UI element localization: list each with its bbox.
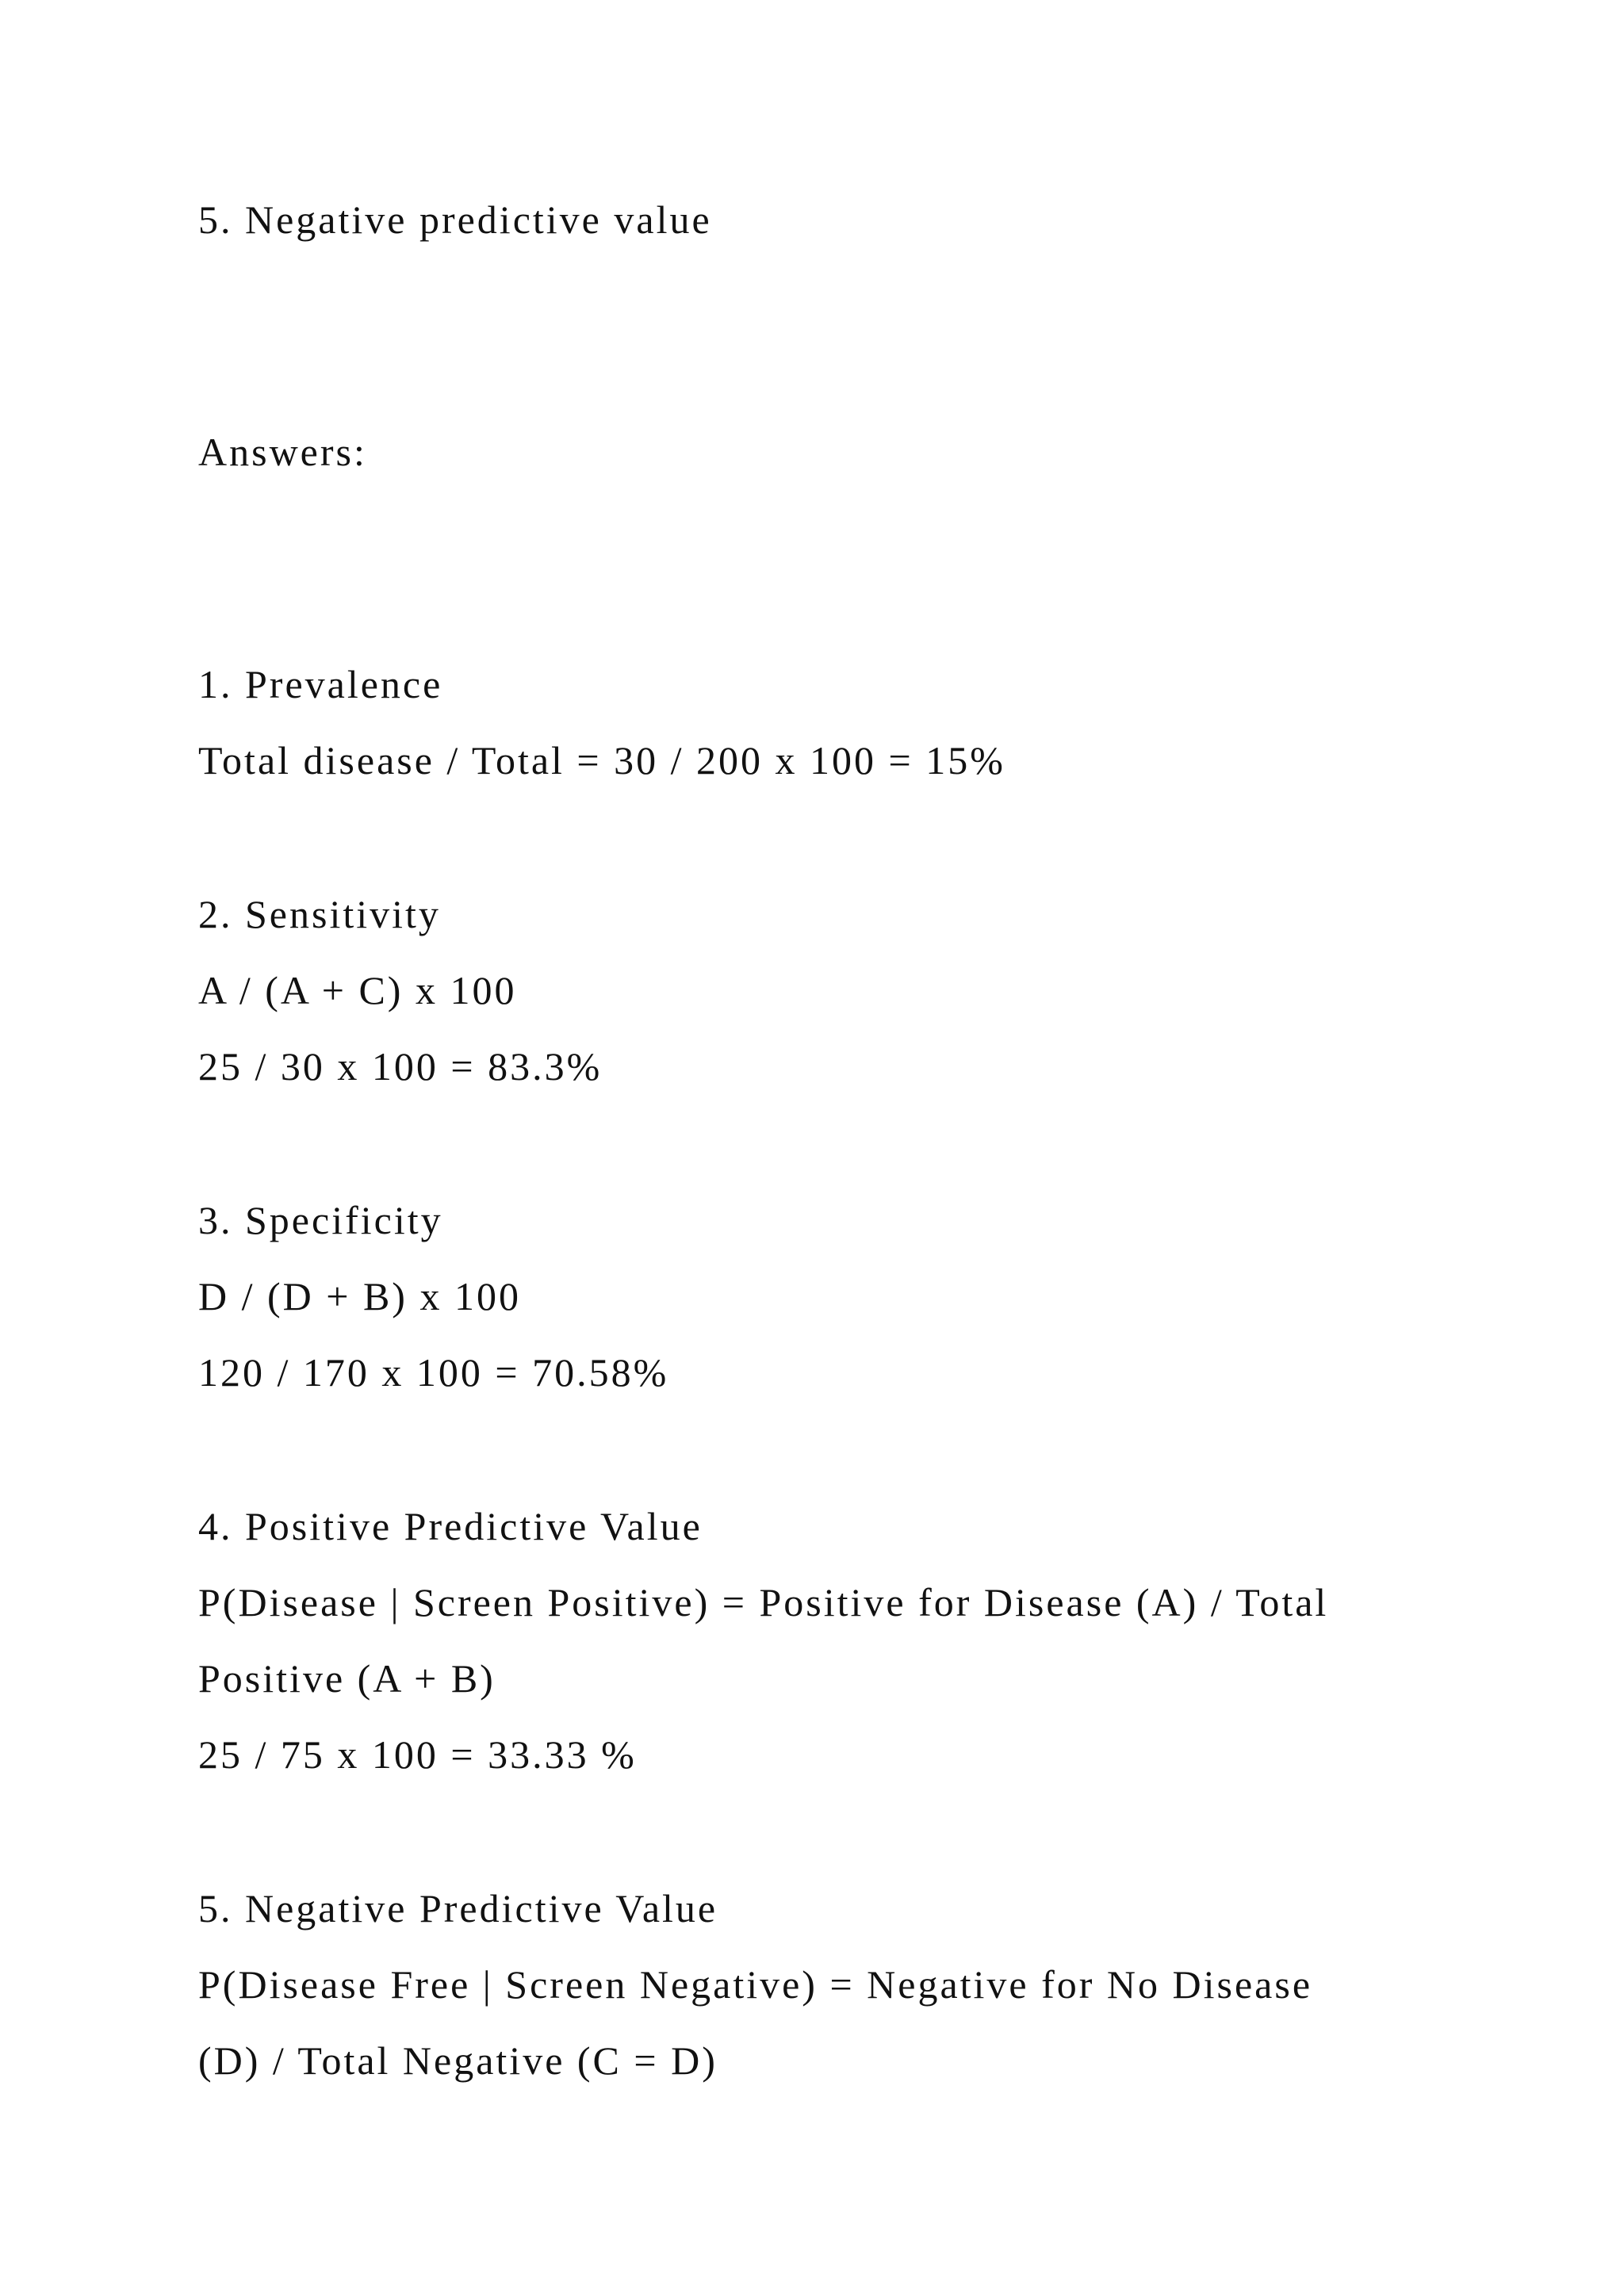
answer-line-sensitivity-formula: A / (A + C) x 100: [198, 968, 517, 1012]
answer-line-ppv-formula-cont: Positive (A + B): [198, 1656, 496, 1701]
answer-line-specificity-result: 120 / 170 x 100 = 70.58%: [198, 1350, 669, 1395]
answer-line-sensitivity-result: 25 / 30 x 100 = 83.3%: [198, 1044, 603, 1089]
intro-question: 5. Negative predictive value: [198, 197, 712, 242]
answer-heading-prevalence: 1. Prevalence: [198, 662, 443, 706]
answer-heading-ppv: 4. Positive Predictive Value: [198, 1504, 703, 1548]
answer-heading-specificity: 3. Specificity: [198, 1198, 443, 1242]
answer-line-npv-formula-cont: (D) / Total Negative (C = D): [198, 2038, 718, 2083]
answer-line-prevalence-formula: Total disease / Total = 30 / 200 x 100 = 15%: [198, 738, 1005, 783]
answer-heading-npv: 5. Negative Predictive Value: [198, 1886, 718, 1931]
answers-heading: Answers:: [198, 430, 367, 474]
answer-line-ppv-result: 25 / 75 x 100 = 33.33 %: [198, 1732, 637, 1777]
answer-line-npv-formula: P(Disease Free | Screen Negative) = Negative for No Disease: [198, 1962, 1313, 2007]
answer-line-ppv-formula: P(Disease | Screen Positive) = Positive for Disease (A) / Total: [198, 1580, 1329, 1624]
answer-heading-sensitivity: 2. Sensitivity: [198, 892, 441, 936]
answer-line-specificity-formula: D / (D + B) x 100: [198, 1274, 521, 1318]
